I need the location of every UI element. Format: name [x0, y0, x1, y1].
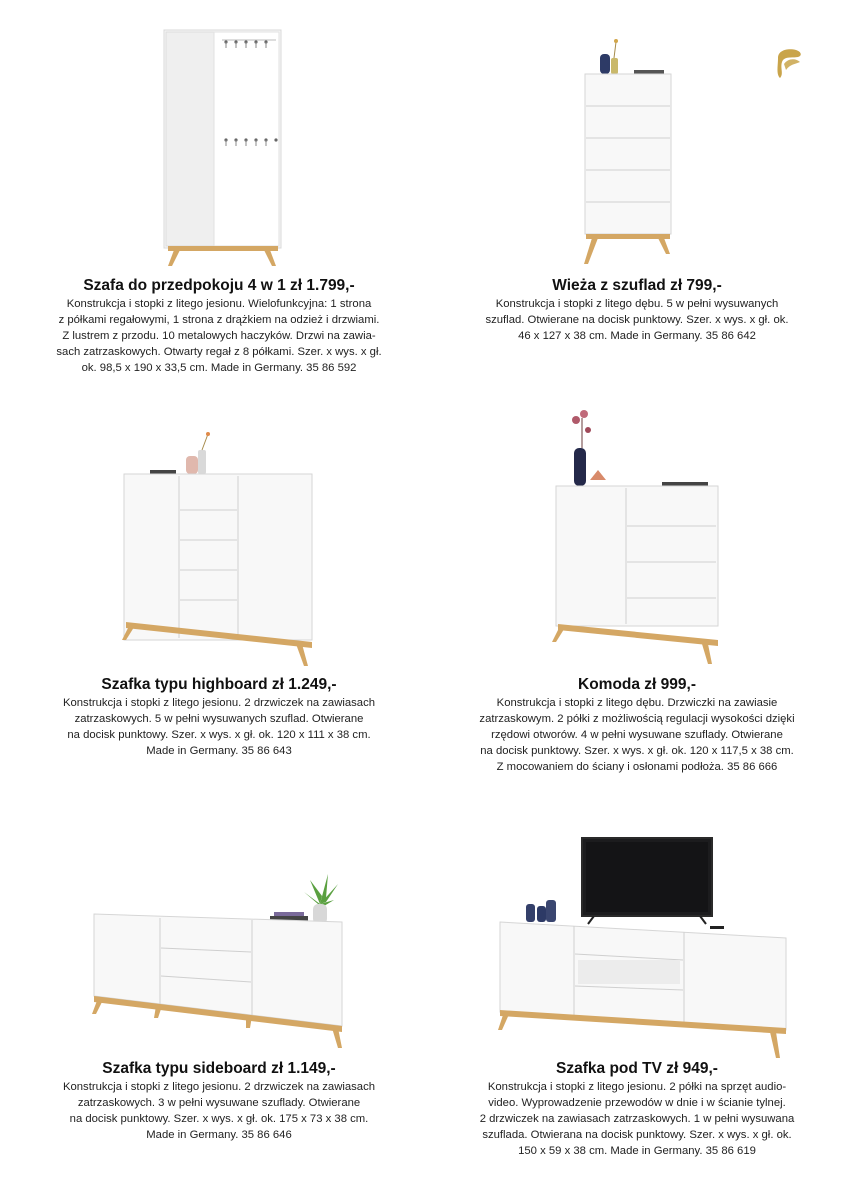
description-line: Konstrukcja i stopki z litego jesionu. Wielofunkcyjna: 1 strona — [66, 298, 372, 310]
product-description — [438, 695, 836, 775]
description-line: Z lustrem z przodu. 10 metalowych haczyków. Drzwi na zawia- — [62, 330, 376, 342]
description-line: 46 x 127 x 38 cm. Made in Germany. 35 86 642 — [518, 330, 756, 342]
product-description — [438, 1079, 836, 1159]
description-line: Konstrukcja i stopki z litego jesionu. 2 półki na sprzęt audio- — [487, 1081, 787, 1093]
product-description — [20, 1079, 418, 1143]
product-caption-sideboard — [20, 1060, 418, 1143]
tchibo-logo-icon — [772, 44, 806, 82]
description-line: na docisk punktowy. Szer. x wys. x gł. ok. 120 x 111 x 38 cm. — [67, 729, 371, 741]
description-line: Konstrukcja i stopki z litego jesionu. 2 drzwiczek na zawiasach — [62, 697, 376, 709]
product-caption-drawer-tower — [438, 277, 836, 344]
description-line: video. Wyprowadzenie przewodów w dnie i w ścianie tylnej. — [488, 1097, 786, 1109]
product-title: Szafka pod TV zł 949,- — [556, 1060, 718, 1077]
description-line: ok. 98,5 x 190 x 33,5 cm. Made in Germany. 35 86 592 — [81, 362, 357, 374]
description-line: z półkami regałowymi, 1 strona z drążkiem na odzież i drzwiami. — [58, 314, 380, 326]
description-line: Konstrukcja i stopki z litego jesionu. 2 drzwiczek na zawiasach — [62, 1081, 376, 1093]
description-line: na docisk punktowy. Szer. x wys. x gł. ok. 120 x 117,5 x 38 cm. — [480, 745, 794, 757]
product-caption-wardrobe — [20, 277, 418, 376]
description-line: 150 x 59 x 38 cm. Made in Germany. 35 86 619 — [518, 1145, 756, 1157]
description-line: rzędowi otworów. 4 w pełni wysuwane szuflady. Otwierane — [491, 729, 783, 741]
sideboard-image — [86, 866, 346, 1056]
description-line: 2 drzwiczek na zawiasach zatrzaskowych. 1 w pełni wysuwana — [479, 1113, 795, 1125]
description-line: Z mocowaniem do ściany i osłonami podłoża. 35 86 666 — [496, 761, 778, 773]
product-title: Szafa do przedpokoju 4 w 1 zł 1.799,- — [83, 277, 355, 294]
highboard-image — [116, 428, 322, 672]
dresser-image — [548, 408, 724, 666]
product-description — [438, 296, 836, 344]
product-title: Wieża z szuflad zł 799,- — [552, 277, 722, 294]
description-line: sach zatrzaskowych. Otwarty regał z 8 półkami. Szer. x wys. x gł. — [56, 346, 382, 358]
product-description — [20, 296, 418, 376]
product-caption-dresser — [438, 676, 836, 775]
tv-stand-image — [494, 834, 794, 1066]
description-line: zatrzaskowych. 5 w pełni wysuwanych szuflad. Otwierane — [74, 713, 364, 725]
description-line: zatrzaskowym. 2 półki z możliwością regulacji wysokości dzięki — [479, 713, 795, 725]
description-line: Made in Germany. 35 86 646 — [146, 1129, 292, 1141]
description-line: szuflad. Otwierane na docisk punktowy. Szer. x wys. x gł. ok. — [485, 314, 789, 326]
product-caption-highboard — [20, 676, 418, 759]
product-title: Szafka typu sideboard zł 1.149,- — [102, 1060, 336, 1077]
description-line: Made in Germany. 35 86 643 — [146, 745, 292, 757]
product-caption-tv-stand — [438, 1060, 836, 1159]
product-title: Szafka typu highboard zł 1.249,- — [101, 676, 337, 693]
product-description — [20, 695, 418, 759]
product-title: Komoda zł 999,- — [578, 676, 696, 693]
description-line: zatrzaskowych. 3 w pełni wysuwane szuflady. Otwierane — [77, 1097, 361, 1109]
description-line: szuflada. Otwierana na docisk punktowy. Szer. x wys. x gł. ok. — [482, 1129, 792, 1141]
description-line: na docisk punktowy. Szer. x wys. x gł. ok. 175 x 73 x 38 cm. — [69, 1113, 369, 1125]
drawer-tower-image — [578, 32, 678, 268]
description-line: Konstrukcja i stopki z litego dębu. 5 w pełni wysuwanych — [495, 298, 779, 310]
hallway-wardrobe-image — [160, 28, 285, 268]
description-line: Konstrukcja i stopki z litego dębu. Drzwiczki na zawiasie — [496, 697, 778, 709]
